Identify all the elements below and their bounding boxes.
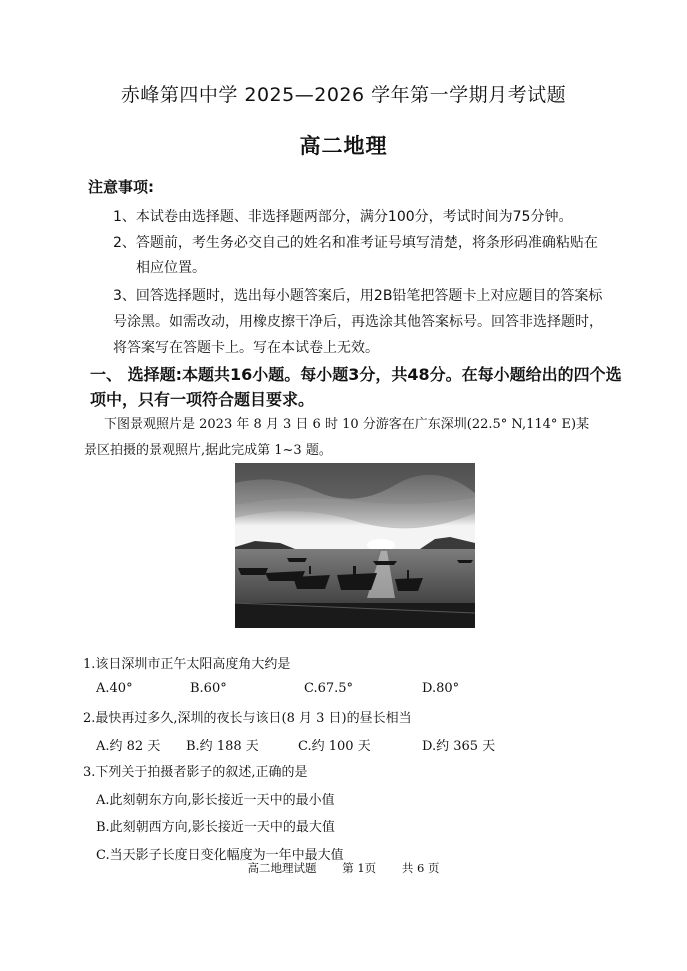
- question-1-option-a: A.40°: [96, 681, 133, 696]
- question-3-option-a: A.此刻朝东方向,影长接近一天中的最小值: [96, 793, 335, 808]
- question-1-option-d: D.80°: [422, 681, 460, 696]
- notice-heading: 注意事项:: [88, 178, 154, 196]
- sunrise-photo: [235, 463, 475, 628]
- section-1-heading-line-1: 一、 选择题:本题共16小题。每小题3分，共48分。在每小题给出的四个选: [90, 365, 622, 384]
- question-2-option-a: A.约 82 天: [96, 739, 161, 754]
- question-3-option-b: B.此刻朝西方向,影长接近一天中的最大值: [96, 820, 335, 835]
- question-3-stem: 3.下列关于拍摄者影子的叙述,正确的是: [83, 765, 308, 780]
- notice-item-2-line-1: 2、答题前，考生务必交自己的姓名和准考证号填写清楚，将条形码准确粘贴在: [113, 235, 598, 251]
- notice-item-3-line-3: 将答案写在答题卡上。写在本试卷上无效。: [113, 340, 379, 356]
- question-1-option-c: C.67.5°: [304, 681, 354, 696]
- subject-title: 高二地理: [299, 134, 388, 158]
- question-2-option-d: D.约 365 天: [422, 739, 496, 754]
- question-2-option-b: B.约 188 天: [186, 739, 259, 754]
- footer-page-number: 第 1页: [342, 861, 377, 875]
- question-2-stem: 2.最快再过多久,深圳的夜长与该日(8 月 3 日)的昼长相当: [83, 711, 412, 726]
- passage-line-1: 下图景观照片是 2023 年 8 月 3 日 6 时 10 分游客在广东深圳(22.5° N,114° E)某: [104, 417, 590, 432]
- question-3-option-c: C.当天影子长度日变化幅度为一年中最大值: [96, 848, 344, 863]
- notice-item-2-line-2: 相应位置。: [136, 260, 206, 276]
- page-footer: [0, 860, 687, 876]
- notice-item-3-line-1: 3、回答选择题时，选出每小题答案后，用2B铅笔把答题卡上对应题目的答案标: [113, 288, 603, 304]
- footer-total-pages: 共 6 页: [401, 861, 440, 875]
- section-1-heading-line-2: 项中，只有一项符合题目要求。: [90, 390, 315, 409]
- passage-line-2: 景区拍摄的景观照片,据此完成第 1~3 题。: [84, 443, 332, 458]
- exam-title: 赤峰第四中学 2025—2026 学年第一学期月考试题: [120, 84, 567, 106]
- notice-item-3-line-2: 号涂黑。如需改动，用橡皮擦干净后，再选涂其他答案标号。回答非选择题时，: [113, 314, 603, 330]
- notice-item-1: 1、本试卷由选择题、非选择题两部分，满分100分，考试时间为75分钟。: [113, 209, 573, 225]
- question-1-stem: 1.该日深圳市正午太阳高度角大约是: [83, 657, 291, 672]
- question-1-option-b: B.60°: [190, 681, 227, 696]
- question-2-option-c: C.约 100 天: [298, 739, 371, 754]
- footer-subject: 高二地理试题: [247, 861, 317, 875]
